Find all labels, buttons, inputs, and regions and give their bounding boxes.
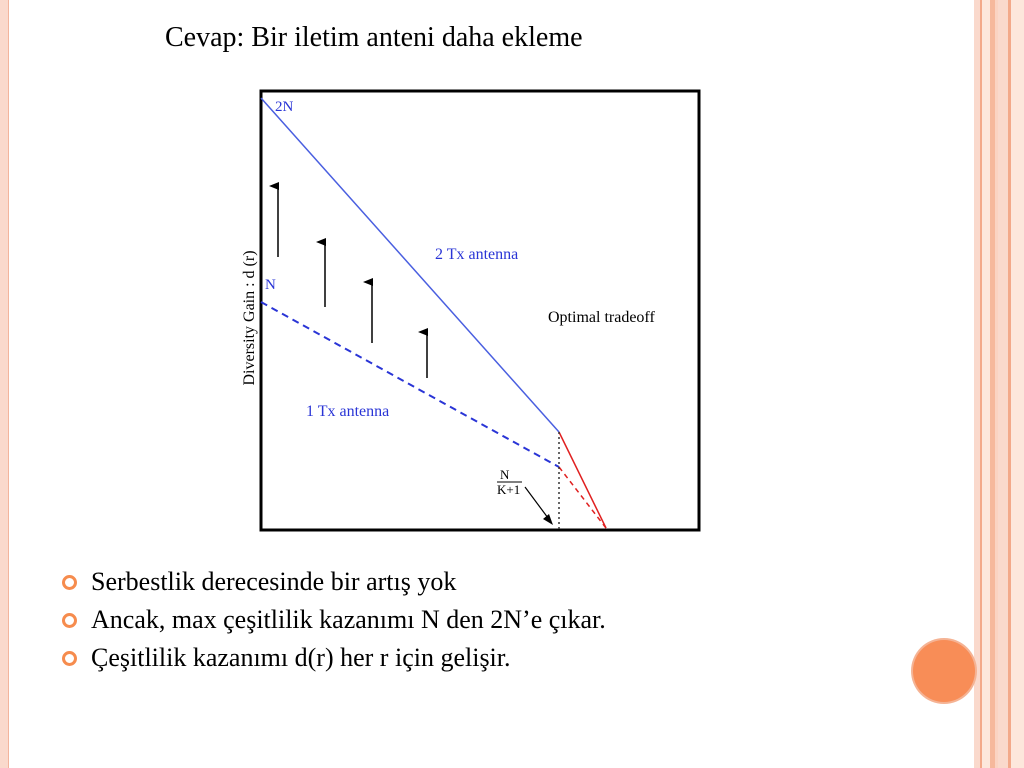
diversity-tradeoff-figure bbox=[236, 82, 712, 540]
bullet-text: Serbestlik derecesinde bir artış yok bbox=[91, 567, 457, 596]
fraction-denominator: K+1 bbox=[497, 482, 521, 497]
label-1tx-antenna: 1 Tx antenna bbox=[306, 403, 390, 420]
bullet-item bbox=[62, 563, 606, 601]
optimal-dashed-line bbox=[559, 467, 606, 528]
one-tx-line bbox=[261, 302, 559, 467]
left-decorative-border bbox=[0, 0, 9, 768]
label-2tx-antenna: 2 Tx antenna bbox=[435, 246, 519, 263]
label-2n: 2N bbox=[275, 99, 294, 115]
bullet-text: Çeşitlilik kazanımı d(r) her r için gelişir. bbox=[91, 643, 511, 672]
bullet-item bbox=[62, 639, 606, 677]
bullet-text: Ancak, max çeşitlilik kazanımı N den 2N’e çıkar. bbox=[91, 605, 606, 634]
bullet-marker bbox=[62, 575, 77, 590]
bullet-marker bbox=[62, 651, 77, 666]
bullet-marker bbox=[62, 613, 77, 628]
bullet-item bbox=[62, 601, 606, 639]
two-tx-line bbox=[261, 98, 559, 432]
optimal-solid-line bbox=[559, 432, 606, 528]
label-optimal-tradeoff: Optimal tradeoff bbox=[548, 309, 655, 326]
fraction-numerator: N bbox=[500, 467, 510, 482]
decorative-circle bbox=[913, 640, 975, 702]
y-axis-label: Diversity Gain : d (r) bbox=[241, 250, 258, 386]
slide-title: Cevap: Bir iletim anteni daha ekleme bbox=[165, 22, 583, 53]
fraction-pointer-arrowhead bbox=[543, 514, 553, 525]
bullet-list bbox=[62, 563, 606, 677]
label-n: N bbox=[265, 277, 276, 293]
right-decorative-stripes bbox=[974, 0, 1024, 768]
